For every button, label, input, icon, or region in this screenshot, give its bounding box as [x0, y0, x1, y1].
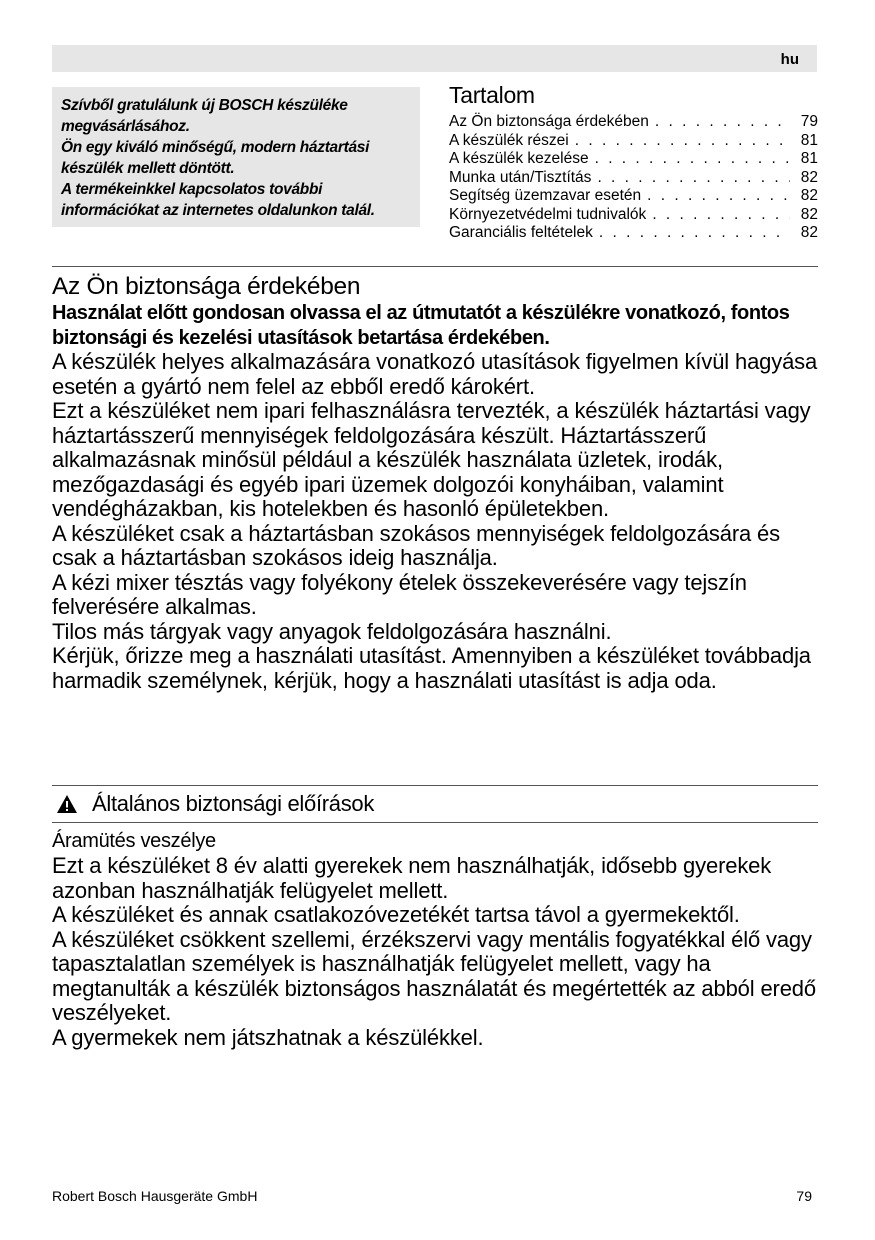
toc-entry-page: 81: [800, 150, 818, 167]
toc-entry-title: Az Ön biztonsága érdekében: [449, 113, 649, 130]
general-heading-row: [52, 790, 822, 818]
toc-entry-page: 82: [800, 224, 818, 241]
toc-entry[interactable]: [449, 169, 818, 188]
toc-entry-page: 81: [800, 131, 818, 149]
general-heading: Általános biztonsági előírások: [92, 791, 375, 816]
toc-entry-title: Garanciális feltételek: [449, 224, 593, 241]
toc-entry-page: 82: [800, 187, 818, 204]
toc-entry[interactable]: [449, 132, 818, 151]
toc-entry[interactable]: [449, 187, 818, 206]
safety-heading: Az Ön biztonsága érdekében: [52, 273, 361, 300]
intro-line: A termékeinkkel kapcsolatos további információkat az internetes oldalunkon talál.: [61, 181, 375, 219]
table-of-contents: [449, 82, 818, 243]
general-paragraph: A gyermekek nem játszhatnak a készülékkel.: [52, 1024, 484, 1050]
safety-section: [52, 272, 822, 693]
safety-paragraph: A kézi mixer tésztás vagy folyékony ételek összekeverésére vagy tejszín felverésére alkalmas.: [52, 569, 747, 619]
toc-leader: [575, 132, 790, 151]
toc-leader: [599, 224, 790, 243]
toc-entry-title: Munka után/Tisztítás: [449, 168, 592, 186]
page-number: 79: [796, 1188, 812, 1204]
safety-lead: Használat előtt gondosan olvassa el az útmutatót a készülékre vonatkozó, fontos biztonsági és kezelési utasítások betartása érdekében.: [52, 302, 790, 349]
electric-shock-section: [52, 828, 822, 1050]
toc-entry-page: 82: [800, 168, 818, 186]
section-divider: [52, 785, 818, 786]
section-divider: [52, 822, 818, 823]
toc-entry-title: Segítség üzemzavar esetén: [449, 187, 642, 204]
warning-triangle-icon: [56, 794, 78, 814]
safety-paragraph: Kérjük, őrizze meg a használati utasítást. Amennyiben a készüléket továbbadja harmadik személynek, kérjük, hogy a használati utasítást is adja oda.: [52, 643, 811, 693]
toc-leader: [647, 187, 790, 206]
section-divider: [52, 266, 818, 267]
toc-entry[interactable]: [449, 113, 818, 132]
toc-leader: [597, 169, 790, 188]
language-code: hu: [780, 51, 799, 68]
toc-title: Tartalom: [449, 82, 535, 108]
toc-entry-page: 79: [800, 113, 818, 130]
safety-paragraph: Ezt a készüléket nem ipari felhasználásra tervezték, a készülék háztartási vagy háztartásszerű mennyiségek feldolgozására készült. Háztartásszerű alkalmazásnak minősül például a készülék használata üzletek, irodák, mezőgazdasági és egyéb ipari üzemek dolgozói konyháiban, valamint vendégházakban, kis hotelekben és hasonló épületekben.: [52, 398, 811, 521]
toc-leader: [655, 113, 790, 132]
footer-company: Robert Bosch Hausgeräte GmbH: [52, 1188, 258, 1204]
toc-entry-title: Környezetvédelmi tudnivalók: [449, 205, 647, 223]
general-safety-section: [52, 790, 822, 818]
general-paragraph: A készüléket csökkent szellemi, érzékszervi vagy mentális fogyatékkal élő vagy tapasztalatlan személyek is használhatják felügyelet mellett, vagy ha megtanulták a készülék biztonságos használatát és megértették az abból eredő veszélyeket.: [52, 926, 816, 1025]
safety-paragraph: A készüléket csak a háztartásban szokásos mennyiségek feldolgozására és csak a háztartásban szokásos ideig használja.: [52, 520, 780, 570]
toc-leader: [595, 150, 790, 169]
toc-leader: [652, 206, 790, 225]
toc-entry-title: A készülék kezelése: [449, 150, 589, 167]
intro-line: Szívből gratulálunk új BOSCH készüléke megvásárlásához.: [61, 97, 348, 135]
toc-entry[interactable]: [449, 150, 818, 169]
safety-paragraph: Tilos más tárgyak vagy anyagok feldolgozására használni.: [52, 618, 612, 644]
toc-entry[interactable]: [449, 206, 818, 225]
toc-entry[interactable]: [449, 224, 818, 243]
general-paragraph: Ezt a készüléket 8 év alatti gyerekek nem használhatják, idősebb gyerekek azonban használhatják felügyelet mellett.: [52, 853, 772, 903]
intro-box: [52, 87, 420, 227]
toc-entry-title: A készülék részei: [449, 131, 569, 149]
electric-shock-heading: Áramütés veszélye: [52, 830, 216, 852]
toc-entry-page: 82: [800, 205, 818, 223]
general-paragraph: A készüléket és annak csatlakozóvezetékét tartsa távol a gyermekektől.: [52, 902, 740, 927]
language-bar: [52, 45, 817, 72]
safety-paragraph: A készülék helyes alkalmazására vonatkozó utasítások figyelmen kívül hagyása esetén a gyártó nem felel az ebből eredő károkért.: [52, 349, 818, 399]
intro-line: Ön egy kiváló minőségű, modern háztartási készülék mellett döntött.: [61, 139, 370, 177]
